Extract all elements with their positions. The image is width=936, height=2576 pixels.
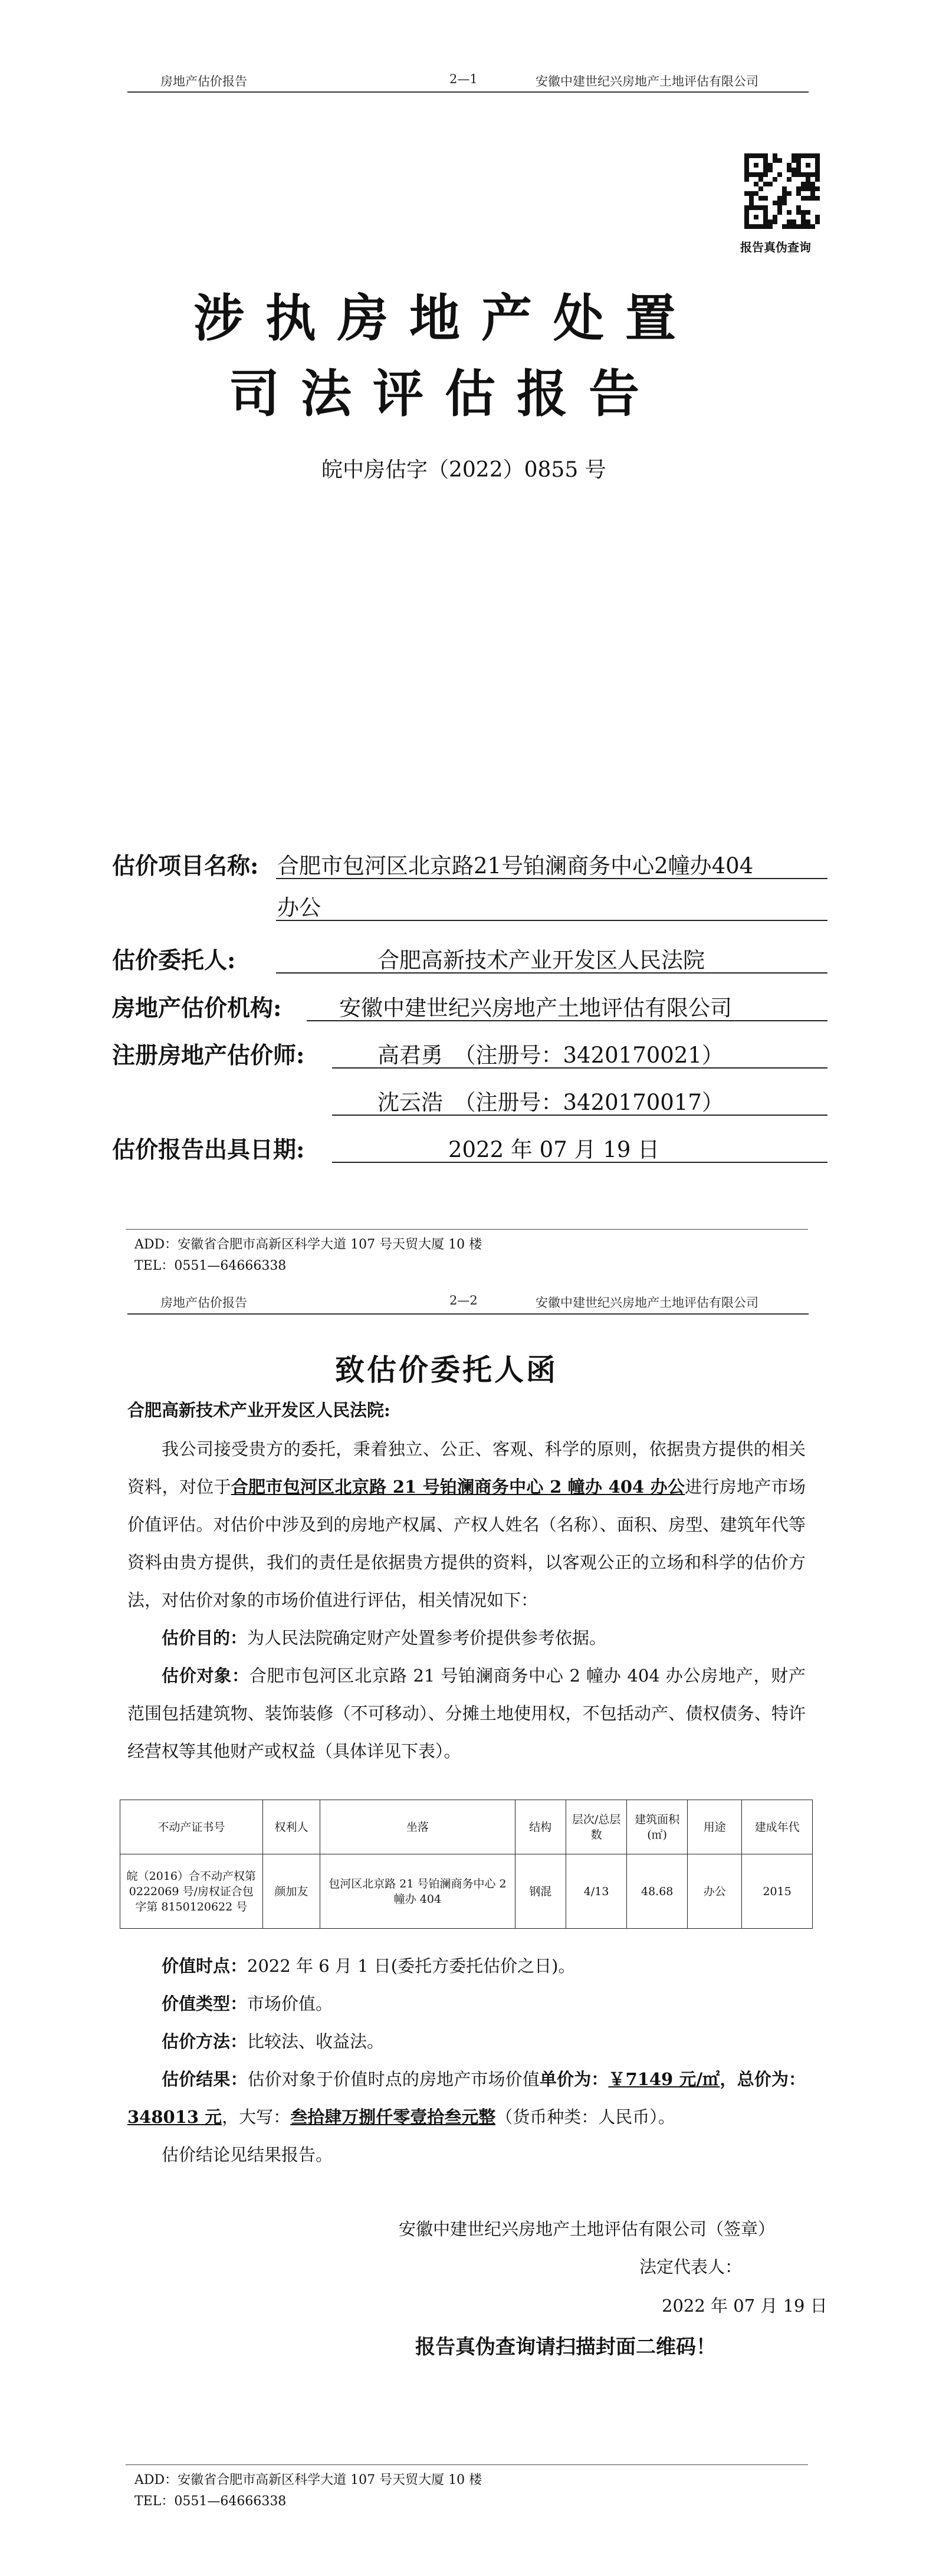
- result-text: 估价对象于价值时点的房地产市场价值: [247, 2069, 540, 2089]
- agency-value: 安徽中建世纪兴房地产土地评估有限公司: [339, 995, 732, 1021]
- project-underline-1: [276, 878, 827, 879]
- table-cell-location: 包河区北京路 21 号铂澜商务中心 2 幢办 404: [320, 1854, 515, 1929]
- client-underline: [276, 972, 827, 974]
- qr-code-icon: [744, 153, 820, 229]
- header-page-number: 2—1: [449, 72, 478, 86]
- capital-label: ，大写：: [222, 2107, 291, 2127]
- report-date-value: 2022 年 07 月 19 日: [448, 1137, 660, 1162]
- conclusion-line: 估价结论见结果报告。: [162, 2145, 333, 2165]
- client-label: 估价委托人:: [112, 947, 236, 974]
- project-label: 估价项目名称:: [112, 853, 259, 880]
- table-header: 建筑面积(㎡): [627, 1800, 688, 1854]
- header-left: 房地产估价报告: [160, 1296, 247, 1310]
- footer-1: [134, 1234, 482, 1277]
- cover-title-line-2: 司法评估报告: [229, 364, 661, 424]
- footer-rule: [126, 1229, 808, 1230]
- table-cell-owner: 颜加友: [262, 1854, 320, 1929]
- footer-address: ADD：安徽省合肥市高新区科学大道 107 号天贸大厦 10 楼: [134, 2473, 482, 2487]
- footer-tel: TEL：0551—64666338: [134, 1258, 287, 1273]
- table-cell-floor: 4/13: [566, 1854, 627, 1929]
- purpose-label: 估价目的：: [162, 1628, 248, 1648]
- footer-2: [134, 2470, 482, 2512]
- document-number: 皖中房估字（2022）0855 号: [321, 458, 606, 482]
- report-date-label: 估价报告出具日期:: [112, 1136, 305, 1164]
- agency-label: 房地产估价机构:: [112, 995, 282, 1022]
- table-header: 不动产证书号: [120, 1800, 263, 1854]
- result-paragraph: [127, 2060, 806, 2136]
- qr-notice: 报告真伪查询请扫描封面二维码！: [415, 2335, 716, 2359]
- footer-rule: [126, 2464, 808, 2465]
- intro-paragraph: [127, 1430, 806, 1619]
- header-right: 安徽中建世纪兴房地产土地评估有限公司: [536, 1296, 758, 1310]
- table-header: 坐落: [320, 1800, 515, 1854]
- letter-title: 致估价委托人函: [335, 1352, 558, 1387]
- intro-text-1: 我公司接受贵方的委托，秉着独立、公正、客观、科学的原则，依据贵方提供的相关资料，对位于: [127, 1439, 806, 1497]
- appraiser-underline-2: [332, 1115, 827, 1116]
- project-value-line-1: 合肥市包河区北京路21号铂澜商务中心2幢办404: [277, 853, 754, 879]
- table-row: [120, 1854, 813, 1929]
- object-paragraph: [127, 1657, 806, 1770]
- unit-price-label: 单价为：: [539, 2069, 609, 2089]
- header-rule: [127, 91, 809, 93]
- object-label: 估价对象：: [162, 1666, 249, 1686]
- purpose-paragraph: [127, 1619, 806, 1657]
- appraiser-label: 注册房地产估价师:: [112, 1042, 305, 1069]
- value-time-line: [127, 1947, 806, 1985]
- result-label: 估价结果：: [162, 2069, 248, 2089]
- object-text: 合肥市包河区北京路 21 号铂澜商务中心 2 幢办 404 办公房地产，财产范围包括建筑物、装饰装修（不可移动）、分摊土地使用权，不包括动产、债权债务、特许经营权等其他财产或权益（具体详见下表）。: [127, 1666, 806, 1761]
- capital-amount: 叁拾肆万捌仟零壹拾叁元整: [290, 2107, 496, 2127]
- table-header: 用途: [688, 1800, 742, 1854]
- method-label: 估价方法：: [162, 2031, 248, 2051]
- method-text: 比较法、收益法。: [247, 2031, 385, 2051]
- cover-title-line-1: 涉执房地产处置: [193, 289, 697, 348]
- unit-price: ￥7149 元/㎡: [608, 2069, 720, 2089]
- method-line: [127, 2023, 806, 2060]
- appraiser-underline-1: [332, 1067, 827, 1069]
- intro-property: 合肥市包河区北京路 21 号铂澜商务中心 2 幢办 404 办公: [231, 1477, 685, 1497]
- currency-text: （货币种类：人民币）。: [495, 2107, 675, 2127]
- header-right: 安徽中建世纪兴房地产土地评估有限公司: [536, 74, 758, 89]
- footer-address: ADD：安徽省合肥市高新区科学大道 107 号天贸大厦 10 楼: [134, 1237, 482, 1252]
- table-header: 结构: [515, 1800, 566, 1854]
- table-header: 建成年代: [742, 1800, 813, 1854]
- value-type-line: [127, 1985, 806, 2023]
- table-cell-structure: 钢混: [515, 1854, 566, 1929]
- table-cell-cert: 皖（2016）合不动产权第 0222069 号/房权证合包字第 8150120622 号: [120, 1854, 263, 1929]
- property-table: [120, 1800, 813, 1929]
- signature-company: 安徽中建世纪兴房地产土地评估有限公司（签章）: [399, 2219, 776, 2239]
- signature-date: 2022 年 07 月 19 日: [662, 2296, 827, 2316]
- value-time-text: 2022 年 6 月 1 日(委托方委托估价之日)。: [247, 1956, 576, 1976]
- table-header: 权利人: [262, 1800, 320, 1854]
- value-time-label: 价值时点：: [162, 1956, 248, 1976]
- date-underline: [332, 1162, 827, 1163]
- total-price-label: ，总价为：: [720, 2069, 806, 2089]
- table-header-row: [120, 1800, 813, 1854]
- purpose-text: 为人民法院确定财产处置参考价提供参考依据。: [247, 1628, 607, 1648]
- client-value: 合肥高新技术产业开发区人民法院: [377, 948, 705, 973]
- header-rule: [127, 1313, 809, 1315]
- addressee: 合肥高新技术产业开发区人民法院:: [127, 1400, 390, 1420]
- project-value-line-2: 办公: [277, 895, 321, 920]
- table-cell-use: 办公: [688, 1854, 742, 1929]
- intro-text-2: 进行房地产市场价值评估。对估价中涉及到的房地产权属、产权人姓名（名称）、面积、房型、建筑年代等资料由贵方提供，我们的责任是依据贵方提供的资料，以客观公正的立场和科学的估价方法，对估价对象的市场价值进行评估，相关情况如下：: [127, 1477, 806, 1610]
- qr-caption: 报告真伪查询: [740, 240, 811, 254]
- footer-tel: TEL：0551—64666338: [134, 2494, 287, 2509]
- legal-representative: 法定代表人：: [639, 2257, 743, 2277]
- appraiser-2: 沈云浩 （注册号：3420170017）: [377, 1090, 724, 1115]
- appraiser-1: 高君勇 （注册号：3420170021）: [377, 1043, 724, 1068]
- agency-underline: [307, 1020, 827, 1021]
- table-cell-area: 48.68: [627, 1854, 688, 1929]
- value-type-text: 市场价值。: [247, 1994, 333, 2014]
- header-left: 房地产估价报告: [160, 74, 247, 89]
- table-header: 层次/总层数: [566, 1800, 627, 1854]
- header-page-number: 2—2: [449, 1293, 478, 1307]
- total-price: 348013 元: [127, 2107, 222, 2127]
- table-cell-year: 2015: [742, 1854, 813, 1929]
- value-type-label: 价值类型：: [162, 1994, 248, 2014]
- project-underline-2: [276, 920, 827, 921]
